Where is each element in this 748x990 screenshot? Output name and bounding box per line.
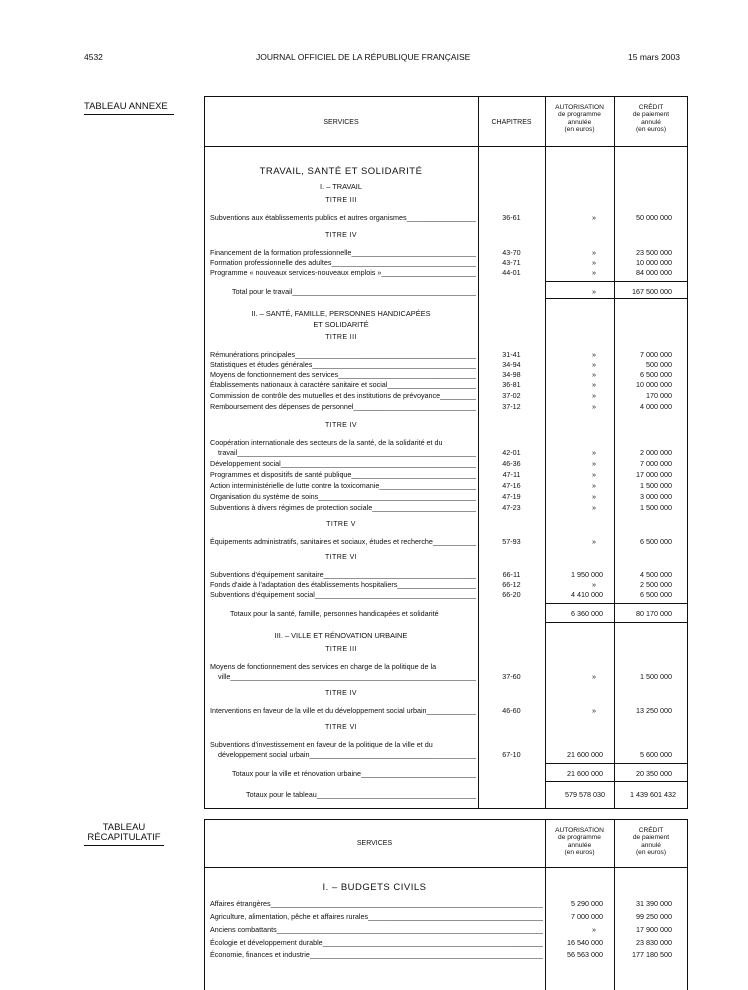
- titre-heading: TITRE IV: [325, 422, 357, 429]
- table-row: Programmes et dispositifs de santé publique _____ 47-11 » 17 000 000: [0, 470, 748, 480]
- total-row: Total pour le travail _____ » 167 500 000: [0, 287, 748, 297]
- table-row: Action interministérielle de lutte contre la toxicomanie _____ 47-16 » 1 500 000: [0, 481, 748, 491]
- table-recap-label: TABLEAU RÉCAPITULATIF: [87, 822, 161, 843]
- col-header-chapitres: CHAPITRES: [491, 119, 532, 126]
- table-row: Agriculture, alimentation, pêche et affaires rurales _____ 7 000 000 99 250 000: [0, 912, 748, 922]
- table-row: Moyens de fonctionnement des services _____ 34-98 » 6 500 000: [0, 370, 748, 380]
- header-separator: [204, 867, 688, 868]
- table-row: Organisation du système de soins _____ 47-19 » 3 000 000: [0, 492, 748, 502]
- table-row: Subventions d'équipement sanitaire _____ 66-11 1 950 000 4 500 000: [0, 570, 748, 580]
- table-row: Anciens combattants _____ » 17 900 000: [0, 925, 748, 935]
- table-row: Rémunérations principales _____ 31-41 » 7 000 000: [0, 350, 748, 360]
- subsection-sante: II. – SANTÉ, FAMILLE, PERSONNES HANDICAPÉES ET SOLIDARITÉ: [251, 309, 431, 329]
- table-row: Statistiques et études générales _____ 34-94 » 500 000: [0, 360, 748, 370]
- table-row: Interventions en faveur de la ville et du développement social urbain _____ 46-60 » 13 250 000: [0, 706, 748, 716]
- table-row: Subventions à divers régimes de protection sociale _____ 47-23 » 1 500 000: [0, 503, 748, 513]
- side-label-underline: [84, 114, 174, 115]
- table-row: Développement social _____ 46-36 » 7 000 000: [0, 459, 748, 469]
- col-header-autorisation: AUTORISATION de programme annulée (en euros): [555, 104, 604, 134]
- page-number: 4532: [84, 52, 103, 62]
- table-row: développement social urbain _____ 67-10 21 600 000 5 600 000: [0, 750, 748, 760]
- table-row: Établissements nationaux à caractère sanitaire et social _____ 36-81 » 10 000 000: [0, 380, 748, 390]
- section-title: TRAVAIL, SANTÉ ET SOLIDARITÉ: [259, 166, 423, 177]
- table-annexe-label: TABLEAU ANNEXE: [84, 101, 168, 112]
- table-row: Affaires étrangères _____ 5 290 000 31 390 000: [0, 899, 748, 909]
- titre-heading: TITRE III: [325, 646, 357, 653]
- subtotal-rule: [545, 763, 688, 764]
- col-header-autorisation: AUTORISATION de programme annulée (en euros): [555, 827, 604, 857]
- subsection-ville: III. – VILLE ET RÉNOVATION URBAINE: [274, 631, 408, 640]
- total-row: Totaux pour la ville et rénovation urbaine _____ 21 600 000 20 350 000: [0, 769, 748, 779]
- table-row: Équipements administratifs, sanitaires et sociaux, études et recherche _____ 57-93 » 6 500 000: [0, 537, 748, 547]
- titre-heading: TITRE IV: [325, 690, 357, 697]
- titre-heading: TITRE VI: [325, 724, 357, 731]
- table-row: Subventions d'équipement social _____ 66-20 4 410 000 6 500 000: [0, 590, 748, 600]
- total-row: Totaux pour la santé, famille, personnes handicapées et solidarité 6 360 000 80 170 000: [230, 609, 672, 618]
- titre-heading: TITRE VI: [325, 554, 357, 561]
- section-title: I. – BUDGETS CIVILS: [322, 882, 427, 893]
- issue-date: 15 mars 2003: [628, 52, 680, 62]
- col-header-services: SERVICES: [323, 119, 359, 126]
- header-separator: [204, 146, 688, 147]
- table-row: Formation professionnelle des adultes _____ 43-71 » 10 000 000: [0, 258, 748, 268]
- col-header-credit: CRÉDIT de paiement annulé (en euros): [632, 827, 670, 857]
- titre-heading: TITRE IV: [325, 232, 357, 239]
- subsection-travail: I. – TRAVAIL: [320, 182, 362, 191]
- subtotal-rule: [545, 603, 688, 604]
- col-header-credit: CRÉDIT de paiement annulé (en euros): [632, 104, 670, 134]
- table-row: Fonds d'aide à l'adaptation des établissements hospitaliers _____ 66-12 » 2 500 000: [0, 580, 748, 590]
- subtotal-rule: [545, 298, 688, 299]
- table-row: travail _____ 42-01 » 2 000 000: [0, 448, 748, 458]
- titre-heading: TITRE III: [325, 197, 357, 204]
- journal-title: JOURNAL OFFICIEL DE LA RÉPUBLIQUE FRANÇAISE: [256, 52, 471, 62]
- table-top-rule: [204, 819, 688, 820]
- subtotal-rule: [545, 622, 688, 623]
- subtotal-rule: [545, 281, 688, 282]
- wrapped-label-line: Subventions d'investissement en faveur de la politique de la ville et du: [210, 740, 433, 749]
- table-row: Commission de contrôle des mutuelles et des institutions de prévoyance _____ 37-02 » 170 000: [0, 391, 748, 401]
- wrapped-label-line: Coopération internationale des secteurs de la santé, de la solidarité et du: [210, 438, 443, 447]
- wrapped-label-line: Moyens de fonctionnement des services en charge de la politique de la: [210, 662, 437, 671]
- table-row: Subventions aux établissements publics et autres organismes _____ 36-61 » 50 000 000: [0, 213, 748, 223]
- table-row: ville _____ 37-60 » 1 500 000: [0, 672, 748, 682]
- table-row: Programme « nouveaux services-nouveaux emplois » _____ 44-01 » 84 000 000: [0, 268, 748, 278]
- table-row: Écologie et développement durable _____ 16 540 000 23 830 000: [0, 938, 748, 948]
- grand-total-row: Totaux pour le tableau _____ 579 578 030 1 439 601 432: [0, 790, 748, 800]
- side-label-underline: [84, 845, 164, 846]
- col-header-services: SERVICES: [356, 840, 393, 847]
- table-row: Remboursement des dépenses de personnel _____ 37-12 » 4 000 000: [0, 402, 748, 412]
- subtotal-rule: [545, 781, 688, 782]
- table-row: Financement de la formation professionnelle _____ 43-70 » 23 500 000: [0, 248, 748, 258]
- titre-heading: TITRE III: [325, 334, 357, 341]
- table-row: Économie, finances et industrie _____ 56 563 000 177 180 500: [0, 950, 748, 960]
- titre-heading: TITRE V: [326, 521, 356, 528]
